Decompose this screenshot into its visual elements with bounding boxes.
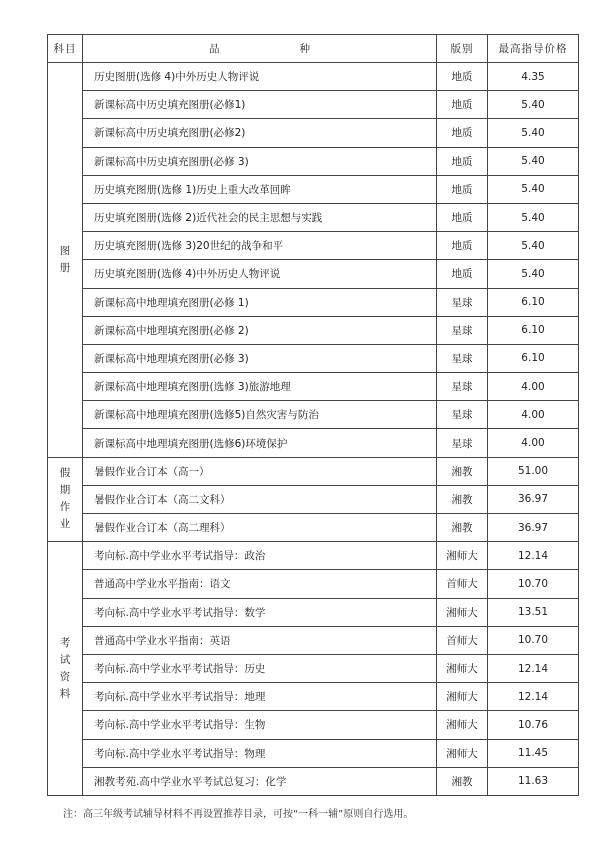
edition-cell: 湘师大 — [437, 711, 488, 739]
table-row — [48, 457, 579, 485]
edition-cell: 湘师大 — [437, 542, 488, 570]
price-cell: 5.40 — [488, 119, 579, 147]
price-cell: 6.10 — [488, 288, 579, 316]
edition-cell: 星球 — [437, 429, 488, 457]
edition-cell: 湘教 — [437, 767, 488, 795]
price-cell: 6.10 — [488, 316, 579, 344]
item-cell: 湘教考苑.高中学业水平考试总复习：化学 — [83, 767, 437, 795]
item-cell: 考向标.高中学业水平考试指导：历史 — [83, 654, 437, 682]
table-row — [48, 542, 579, 570]
price-cell: 12.14 — [488, 542, 579, 570]
price-cell: 6.10 — [488, 344, 579, 372]
item-cell: 新课标高中历史填充图册(必修1) — [83, 91, 437, 119]
table-row — [48, 260, 579, 288]
edition-cell: 湘教 — [437, 457, 488, 485]
header-price: 最高指导价格 — [488, 35, 579, 63]
price-cell: 4.35 — [488, 63, 579, 91]
price-cell: 10.70 — [488, 626, 579, 654]
price-table — [47, 34, 579, 796]
price-cell: 10.76 — [488, 711, 579, 739]
table-row — [48, 401, 579, 429]
edition-cell: 地质 — [437, 232, 488, 260]
item-cell: 暑假作业合订本（高二理科） — [83, 514, 437, 542]
price-cell: 36.97 — [488, 485, 579, 513]
price-cell: 4.00 — [488, 429, 579, 457]
item-cell: 历史图册(选修 4)中外历史人物评说 — [83, 63, 437, 91]
item-cell: 新课标高中地理填充图册(选修6)环境保护 — [83, 429, 437, 457]
edition-cell: 星球 — [437, 401, 488, 429]
edition-cell: 星球 — [437, 288, 488, 316]
table-row — [48, 63, 579, 91]
edition-cell: 湘师大 — [437, 598, 488, 626]
item-cell: 历史填充图册(选修 1)历史上重大改革回眸 — [83, 175, 437, 203]
edition-cell: 地质 — [437, 147, 488, 175]
header-item — [83, 35, 437, 63]
edition-cell: 湘师大 — [437, 739, 488, 767]
item-cell: 历史填充图册(选修 3)20世纪的战争和平 — [83, 232, 437, 260]
table-row — [48, 316, 579, 344]
item-cell: 暑假作业合订本（高二文科） — [83, 485, 437, 513]
header-edition: 版别 — [437, 35, 488, 63]
footnote: 注：高三年级考试辅导材料不再设置推荐目录，可按“一科一辅”原则自行选用。 — [63, 809, 414, 820]
table-body — [48, 63, 579, 796]
price-cell: 36.97 — [488, 514, 579, 542]
table-row — [48, 598, 579, 626]
table-row — [48, 514, 579, 542]
table-row — [48, 485, 579, 513]
item-cell: 新课标高中地理填充图册(选修 3)旅游地理 — [83, 373, 437, 401]
subject-cell: 考 试 资 料 — [48, 542, 83, 796]
item-cell: 普通高中学业水平指南：英语 — [83, 626, 437, 654]
price-cell: 5.40 — [488, 260, 579, 288]
item-cell: 新课标高中历史填充图册(必修2) — [83, 119, 437, 147]
edition-cell: 地质 — [437, 63, 488, 91]
item-cell: 考向标.高中学业水平考试指导：生物 — [83, 711, 437, 739]
table-row — [48, 767, 579, 795]
item-cell: 考向标.高中学业水平考试指导：地理 — [83, 683, 437, 711]
edition-cell: 湘教 — [437, 485, 488, 513]
edition-cell: 地质 — [437, 119, 488, 147]
edition-cell: 地质 — [437, 203, 488, 231]
table-row — [48, 711, 579, 739]
subject-cell: 图 册 — [48, 63, 83, 458]
price-cell: 5.40 — [488, 91, 579, 119]
item-cell: 普通高中学业水平指南：语文 — [83, 570, 437, 598]
table-row — [48, 344, 579, 372]
item-cell: 新课标高中地理填充图册(必修 3) — [83, 344, 437, 372]
table-row — [48, 91, 579, 119]
item-cell: 考向标.高中学业水平考试指导：物理 — [83, 739, 437, 767]
table-row — [48, 373, 579, 401]
edition-cell: 首师大 — [437, 570, 488, 598]
price-cell: 13.51 — [488, 598, 579, 626]
price-cell: 4.00 — [488, 373, 579, 401]
table-row — [48, 683, 579, 711]
edition-cell: 星球 — [437, 373, 488, 401]
header-row — [48, 35, 579, 63]
item-cell: 新课标高中地理填充图册(必修 1) — [83, 288, 437, 316]
price-cell: 5.40 — [488, 175, 579, 203]
table-row — [48, 429, 579, 457]
edition-cell: 地质 — [437, 260, 488, 288]
price-cell: 51.00 — [488, 457, 579, 485]
table-row — [48, 175, 579, 203]
edition-cell: 湘师大 — [437, 654, 488, 682]
item-cell: 考向标.高中学业水平考试指导：政治 — [83, 542, 437, 570]
price-cell: 12.14 — [488, 683, 579, 711]
item-cell: 考向标.高中学业水平考试指导：数学 — [83, 598, 437, 626]
item-cell: 历史填充图册(选修 2)近代社会的民主思想与实践 — [83, 203, 437, 231]
header-item-label: 品种 — [209, 43, 390, 55]
item-cell: 新课标高中地理填充图册(必修 2) — [83, 316, 437, 344]
item-cell: 新课标高中地理填充图册(选修5)自然灾害与防治 — [83, 401, 437, 429]
item-cell: 新课标高中历史填充图册(必修 3) — [83, 147, 437, 175]
table-header — [48, 35, 579, 63]
edition-cell: 湘师大 — [437, 683, 488, 711]
price-cell: 12.14 — [488, 654, 579, 682]
price-cell: 11.45 — [488, 739, 579, 767]
item-cell: 历史填充图册(选修 4)中外历史人物评说 — [83, 260, 437, 288]
table-row — [48, 288, 579, 316]
edition-cell: 首师大 — [437, 626, 488, 654]
edition-cell: 星球 — [437, 344, 488, 372]
table-row — [48, 739, 579, 767]
header-subject: 科目 — [48, 35, 83, 63]
table-row — [48, 119, 579, 147]
edition-cell: 湘教 — [437, 514, 488, 542]
table-row — [48, 654, 579, 682]
table-row — [48, 232, 579, 260]
price-cell: 5.40 — [488, 147, 579, 175]
edition-cell: 地质 — [437, 91, 488, 119]
price-cell: 5.40 — [488, 232, 579, 260]
table-row — [48, 626, 579, 654]
item-cell: 暑假作业合订本（高一） — [83, 457, 437, 485]
price-cell: 11.63 — [488, 767, 579, 795]
edition-cell: 星球 — [437, 316, 488, 344]
price-cell: 4.00 — [488, 401, 579, 429]
price-cell: 10.70 — [488, 570, 579, 598]
table-row — [48, 570, 579, 598]
price-cell: 5.40 — [488, 203, 579, 231]
table-row — [48, 147, 579, 175]
edition-cell: 地质 — [437, 175, 488, 203]
subject-cell: 假 期 作 业 — [48, 457, 83, 542]
table-row — [48, 203, 579, 231]
